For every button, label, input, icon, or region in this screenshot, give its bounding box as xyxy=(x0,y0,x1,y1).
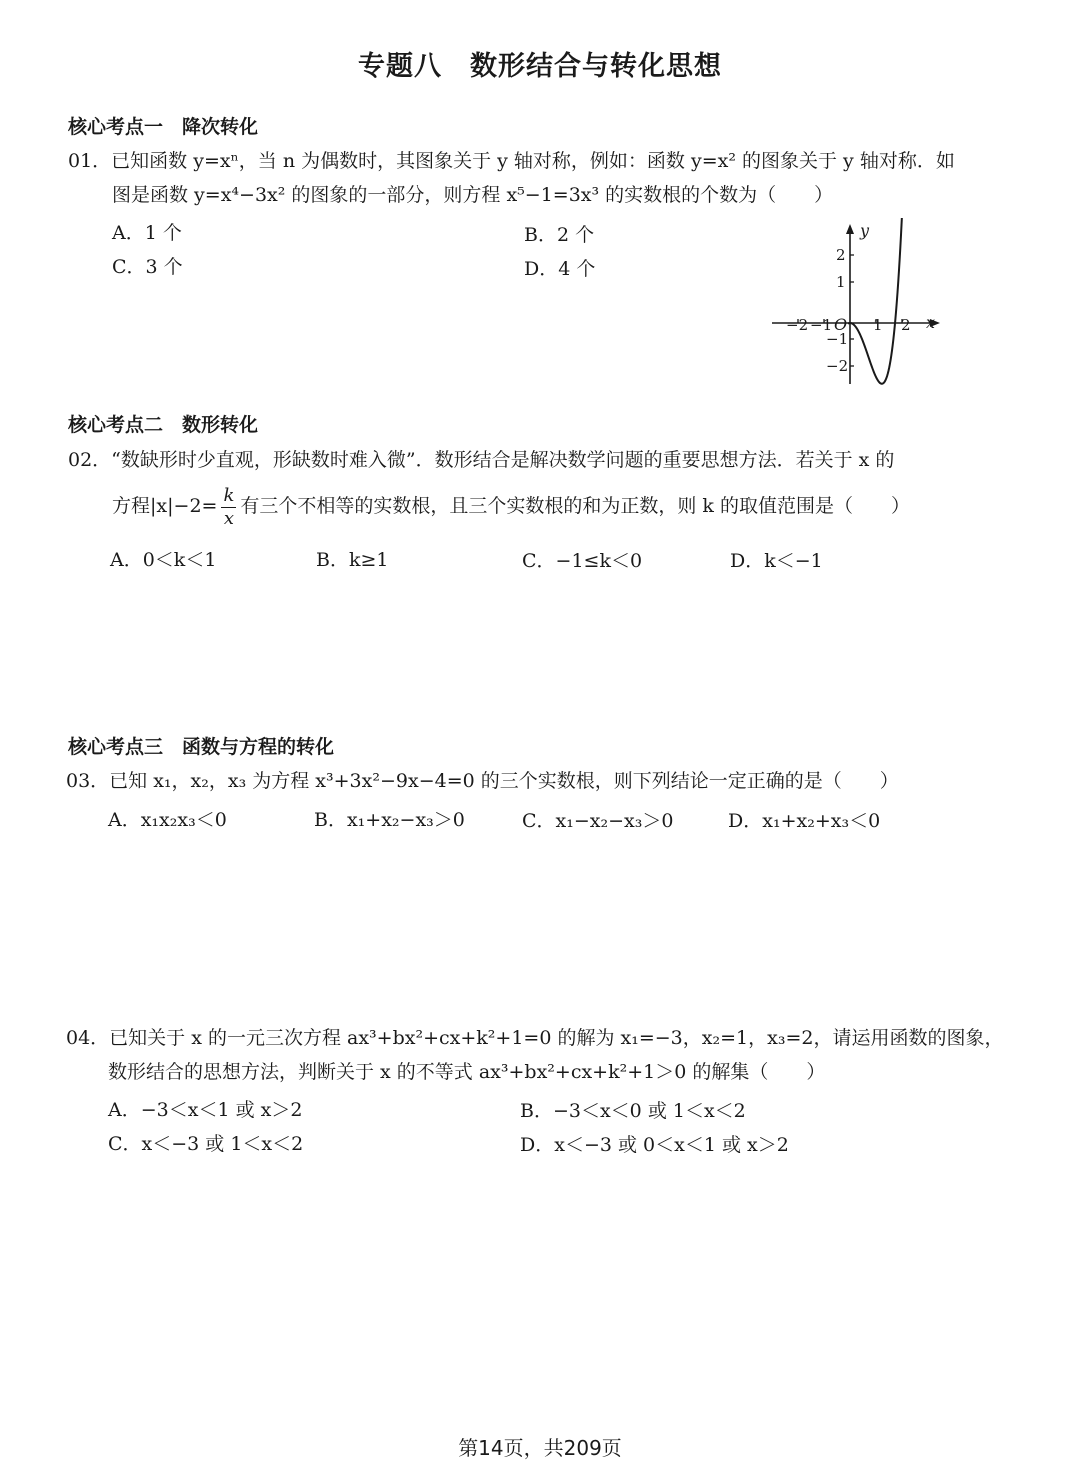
question-3-line-1: 03．已知 x₁，x₂，x₃ 为方程 x³+3x²−9x−4=0 的三个实数根，则下列结论一定正确的是（ ） xyxy=(66,770,899,792)
x-axis-label: x xyxy=(926,313,936,332)
fraction-numerator: k xyxy=(223,484,235,506)
question-4-option-c[interactable]: C．x＜−3 或 1＜x＜2 xyxy=(108,1133,304,1155)
question-1-line-2: 图是函数 y=x⁴−3x² 的图象的一部分，则方程 x⁵−1=3x³ 的实数根的个数为（ ） xyxy=(112,184,834,206)
y-tick-label-2: 2 xyxy=(836,246,846,264)
question-2-option-a[interactable]: A．0＜k＜1 xyxy=(110,549,217,571)
y-axis-arrow xyxy=(846,224,854,234)
question-2-equation-start: 方程|x|−2= xyxy=(112,495,218,517)
function-graph xyxy=(770,218,950,388)
fraction-denominator: x xyxy=(223,507,234,529)
y-tick-label-neg2: −2 xyxy=(826,357,849,375)
x-tick-label-neg1: −1 xyxy=(810,316,833,334)
question-4-line-2: 数形结合的思想方法，判断关于 x 的不等式 ax³+bx²+cx+k²+1＞0 的解集（ ） xyxy=(108,1061,826,1083)
page-footer: 第14页，共209页 xyxy=(458,1436,622,1460)
y-tick-label-neg1: −1 xyxy=(826,330,849,348)
question-2-equation-rest: 有三个不相等的实数根，且三个实数根的和为正数，则 k 的取值范围是（ ） xyxy=(240,495,910,517)
question-1-option-a[interactable]: A．1 个 xyxy=(112,222,182,244)
origin-label: O xyxy=(834,315,848,334)
question-3-option-c[interactable]: C．x₁−x₂−x₃＞0 xyxy=(522,810,674,832)
question-4-option-d[interactable]: D．x＜−3 或 0＜x＜1 或 x＞2 xyxy=(520,1134,789,1156)
question-4-option-a[interactable]: A．−3＜x＜1 或 x＞2 xyxy=(108,1099,303,1121)
question-3-option-d[interactable]: D．x₁+x₂+x₃＜0 xyxy=(728,810,881,832)
section-heading-2: 核心考点二 数形转化 xyxy=(68,414,259,436)
page-title: 专题八 数形结合与转化思想 xyxy=(358,51,722,82)
question-1-option-d[interactable]: D．4 个 xyxy=(524,258,596,280)
question-2-line-2 xyxy=(112,484,910,528)
question-3-option-b[interactable]: B．x₁+x₂−x₃＞0 xyxy=(314,809,465,831)
x-tick-label-neg2: −2 xyxy=(786,316,809,334)
section-heading-3: 核心考点三 函数与方程的转化 xyxy=(68,736,335,758)
y-tick-label-1: 1 xyxy=(836,273,846,291)
x-tick-label-2: 2 xyxy=(901,316,911,334)
question-1-option-c[interactable]: C．3 个 xyxy=(112,256,183,278)
question-1-option-b[interactable]: B．2 个 xyxy=(524,224,595,246)
question-3-option-a[interactable]: A．x₁x₂x₃＜0 xyxy=(108,809,227,831)
question-1-line-1: 01．已知函数 y=xⁿ，当 n 为偶数时，其图象关于 y 轴对称，例如：函数 y=x² 的图象关于 y 轴对称．如 xyxy=(68,150,955,172)
question-2-line-1: 02．“数缺形时少直观，形缺数时难入微”．数形结合是解决数学问题的重要思想方法．若关于 x 的 xyxy=(68,449,895,471)
section-heading-1: 核心考点一 降次转化 xyxy=(68,116,259,138)
function-curve xyxy=(848,218,904,384)
question-2-option-b[interactable]: B．k≥1 xyxy=(316,549,389,571)
x-tick-label-1: 1 xyxy=(873,316,883,334)
question-4-line-1: 04．已知关于 x 的一元三次方程 ax³+bx²+cx+k²+1=0 的解为 x₁=−3，x₂=1，x₃=2，请运用函数的图象， xyxy=(66,1027,1004,1049)
question-2-option-d[interactable]: D．k＜−1 xyxy=(730,550,823,572)
y-axis-label: y xyxy=(860,221,870,240)
question-4-option-b[interactable]: B．−3＜x＜0 或 1＜x＜2 xyxy=(520,1100,746,1122)
question-2-option-c[interactable]: C．−1≤k＜0 xyxy=(522,550,643,572)
fraction-k-over-x xyxy=(221,484,236,529)
